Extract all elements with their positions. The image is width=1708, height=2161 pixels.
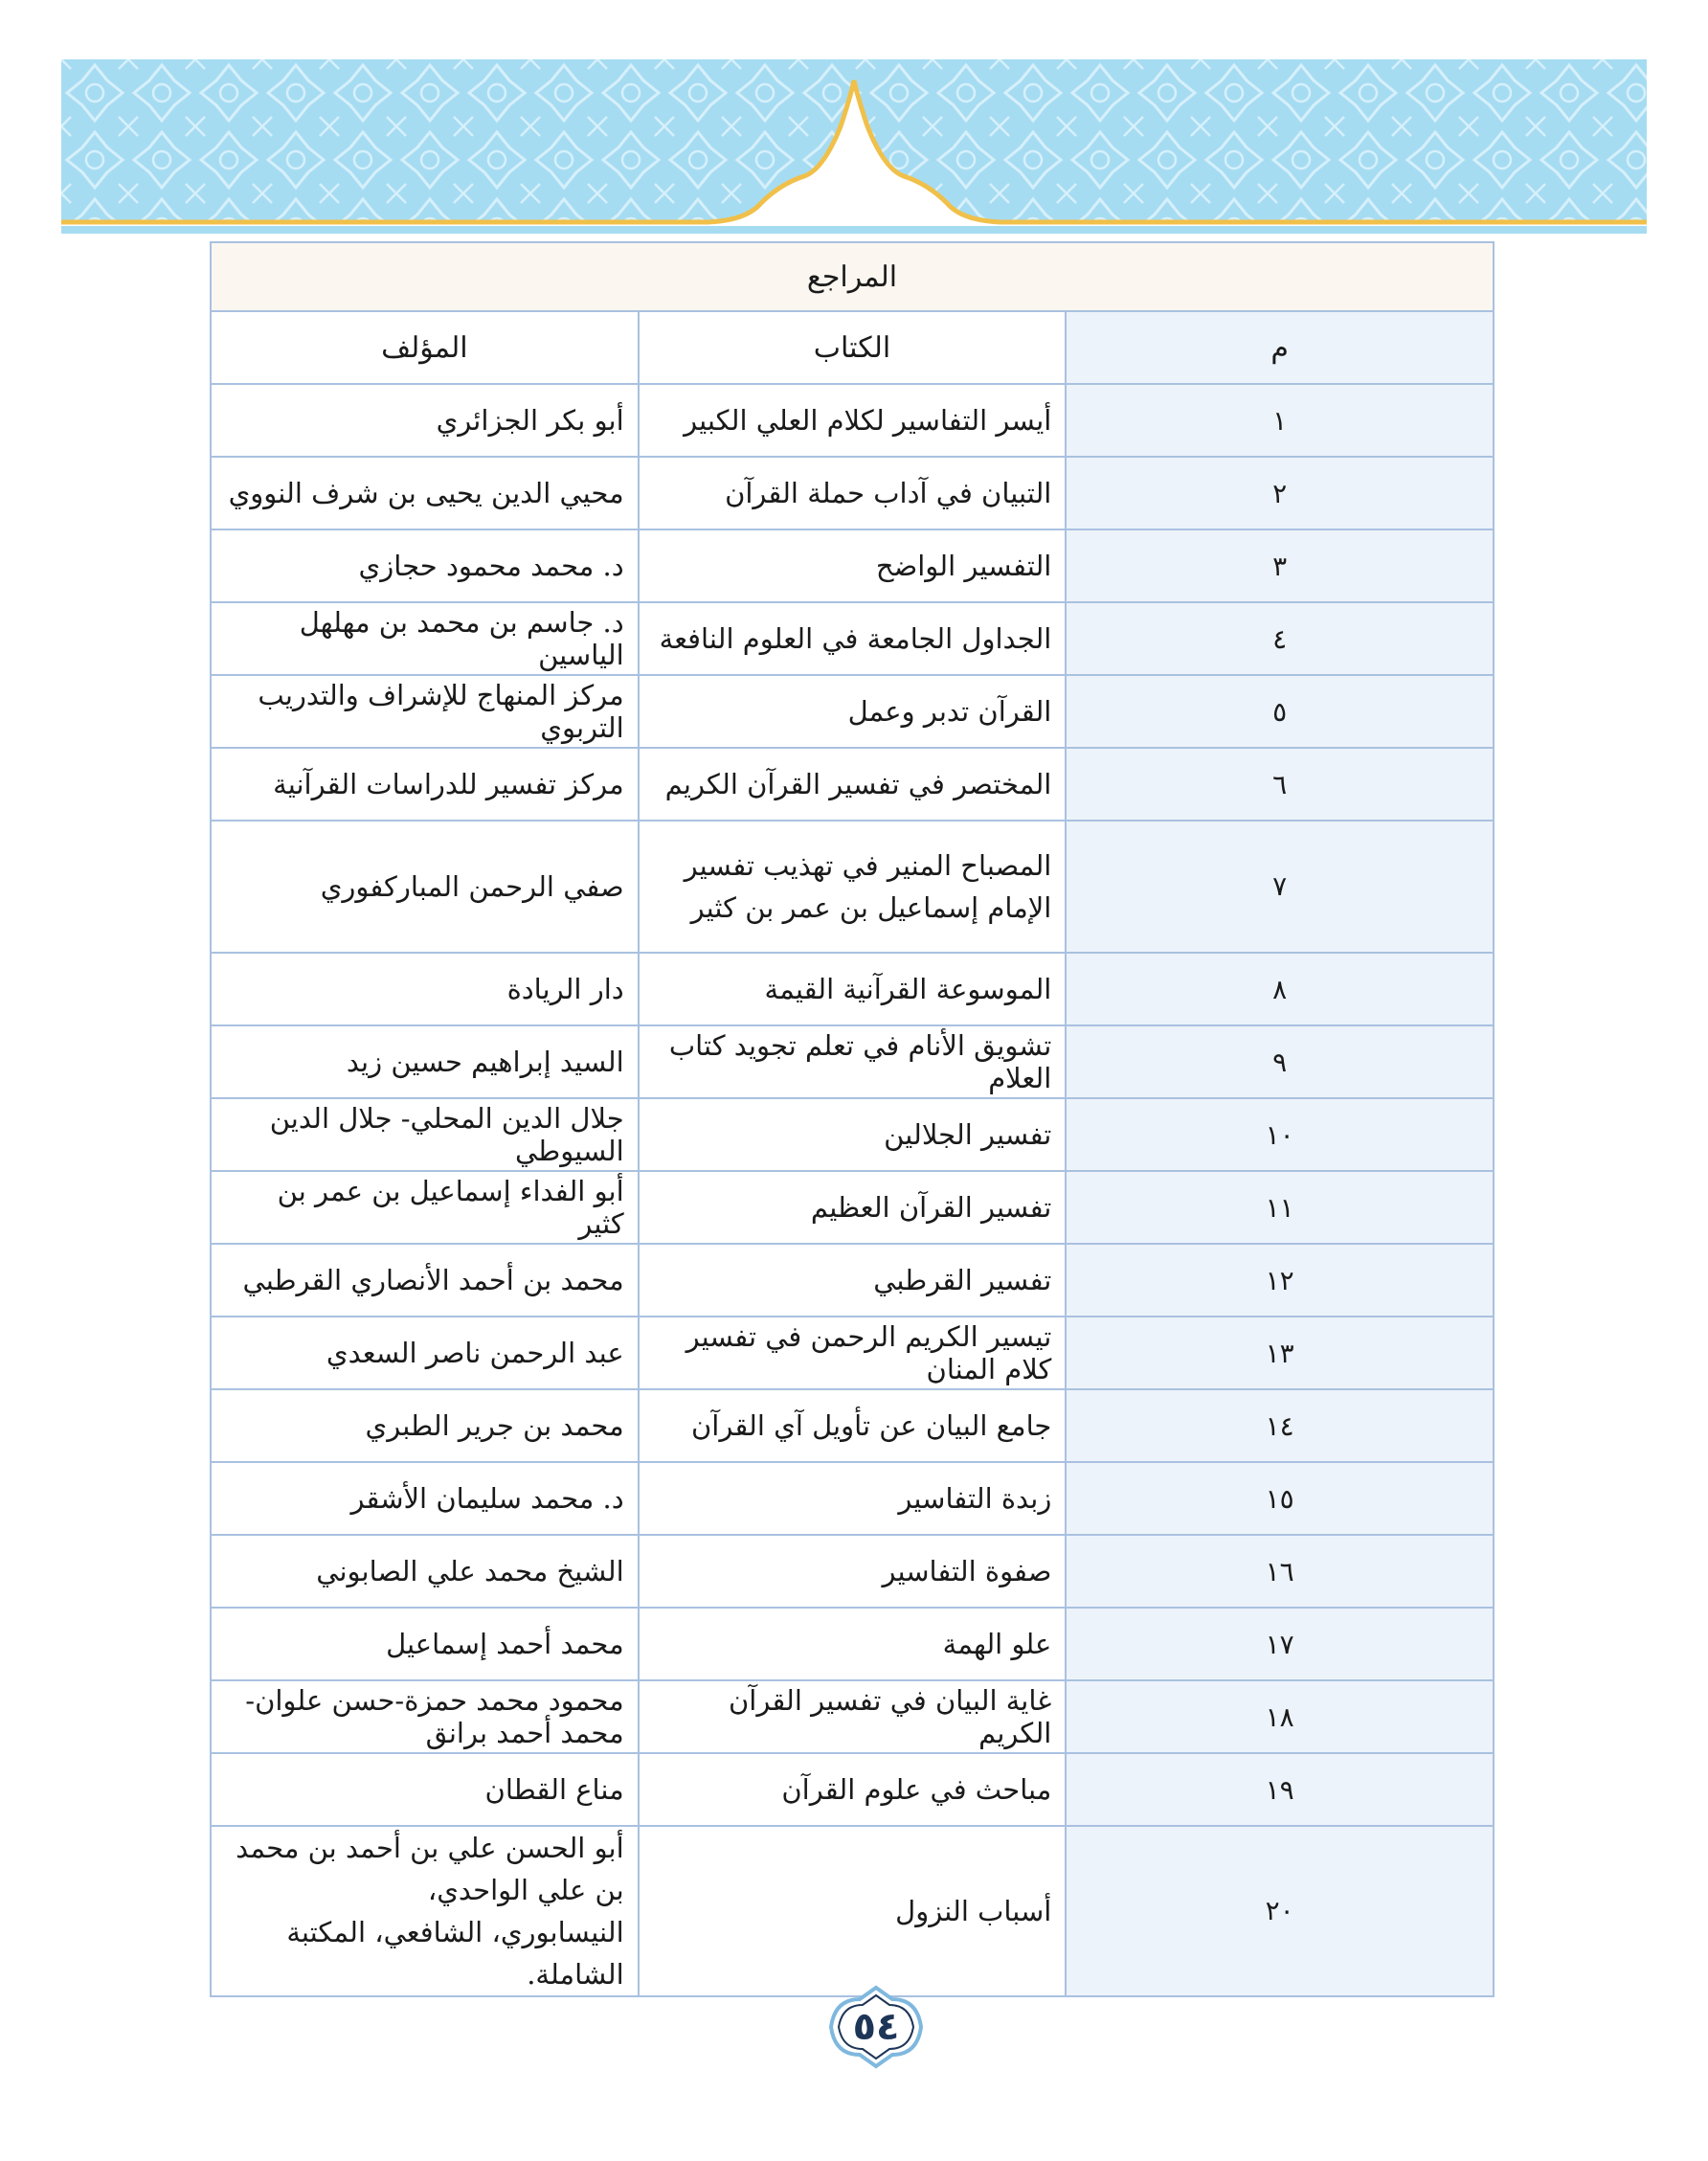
author-name-line: أبو الحسن علي بن أحمد بن محمد بن علي الواحدي، [236, 1832, 624, 1906]
book-title-line: المصباح المنير في تهذيب تفسير [684, 849, 1052, 882]
book-title: الجداول الجامعة في العلوم النافعة [639, 602, 1067, 675]
author-name: مركز تفسير للدراسات القرآنية [211, 748, 639, 821]
row-number: ٢٠ [1066, 1826, 1494, 1996]
author-name-line: النيسابوري، الشافعي، المكتبة الشاملة. [286, 1916, 624, 1991]
book-title: جامع البيان عن تأويل آي القرآن [639, 1389, 1067, 1462]
page-number: ٥٤ [852, 2005, 900, 2049]
table-title: المراجع [211, 242, 1494, 311]
table-row [211, 1171, 1494, 1244]
author-name: محمد أحمد إسماعيل [211, 1608, 639, 1680]
table-row [211, 1462, 1494, 1535]
table-header-row [211, 311, 1494, 384]
row-number: ٣ [1066, 529, 1494, 602]
book-title: تشويق الأنام في تعلم تجويد كتاب العلام [639, 1025, 1067, 1098]
references-table [210, 241, 1494, 1997]
table-row [211, 1389, 1494, 1462]
table-row [211, 953, 1494, 1025]
row-number: ٨ [1066, 953, 1494, 1025]
row-number: ١٢ [1066, 1244, 1494, 1317]
row-number: ١٣ [1066, 1317, 1494, 1389]
row-number: ٧ [1066, 821, 1494, 953]
author-name: مناع القطان [211, 1753, 639, 1826]
table-row [211, 1826, 1494, 1996]
header-banner [61, 59, 1647, 241]
book-title: غاية البيان في تفسير القرآن الكريم [639, 1680, 1067, 1753]
author-name: الشيخ محمد علي الصابوني [211, 1535, 639, 1608]
book-title: التبيان في آداب حملة القرآن [639, 457, 1067, 529]
book-title: علو الهمة [639, 1608, 1067, 1680]
book-title: زبدة التفاسير [639, 1462, 1067, 1535]
table-row [211, 748, 1494, 821]
author-name: محيي الدين يحيى بن شرف النووي [211, 457, 639, 529]
book-title: مباحث في علوم القرآن [639, 1753, 1067, 1826]
book-title: تفسير الجلالين [639, 1098, 1067, 1171]
table-row [211, 1317, 1494, 1389]
author-name: محمد بن أحمد الأنصاري القرطبي [211, 1244, 639, 1317]
column-header-num: م [1066, 311, 1494, 384]
table-row [211, 384, 1494, 457]
author-name: دار الريادة [211, 953, 639, 1025]
book-title: تفسير القرآن العظيم [639, 1171, 1067, 1244]
author-name: أبو بكر الجزائري [211, 384, 639, 457]
row-number: ١١ [1066, 1171, 1494, 1244]
row-number: ١٤ [1066, 1389, 1494, 1462]
author-name: د. جاسم بن محمد بن مهلهل الياسين [211, 602, 639, 675]
table-row [211, 1025, 1494, 1098]
row-number: ١٨ [1066, 1680, 1494, 1753]
author-name: محمود محمد حمزة-حسن علوان- محمد أحمد برانق [211, 1680, 639, 1753]
book-title: التفسير الواضح [639, 529, 1067, 602]
table-row [211, 529, 1494, 602]
book-title [639, 821, 1067, 953]
author-name [211, 1826, 639, 1996]
ornamental-banner-icon [61, 59, 1647, 241]
table-row [211, 821, 1494, 953]
book-title: تيسير الكريم الرحمن في تفسير كلام المنان [639, 1317, 1067, 1389]
column-header-author: المؤلف [211, 311, 639, 384]
book-title: تفسير القرطبي [639, 1244, 1067, 1317]
row-number: ٥ [1066, 675, 1494, 748]
row-number: ٢ [1066, 457, 1494, 529]
author-name: عبد الرحمن ناصر السعدي [211, 1317, 639, 1389]
table-row [211, 1244, 1494, 1317]
page-number-badge [825, 1984, 927, 2070]
author-name: د. محمد محمود حجازي [211, 529, 639, 602]
table-row [211, 1098, 1494, 1171]
book-title: الموسوعة القرآنية القيمة [639, 953, 1067, 1025]
table-row [211, 1608, 1494, 1680]
row-number: ٤ [1066, 602, 1494, 675]
author-name: د. محمد سليمان الأشقر [211, 1462, 639, 1535]
book-title-line: الإمام إسماعيل بن عمر بن كثير [690, 891, 1052, 924]
column-header-book: الكتاب [639, 311, 1067, 384]
row-number: ٦ [1066, 748, 1494, 821]
row-number: ١٠ [1066, 1098, 1494, 1171]
author-name: صفي الرحمن المباركفوري [211, 821, 639, 953]
author-name: جلال الدين المحلي- جلال الدين السيوطي [211, 1098, 639, 1171]
row-number: ١ [1066, 384, 1494, 457]
author-name: محمد بن جرير الطبري [211, 1389, 639, 1462]
book-title: أسباب النزول [639, 1826, 1067, 1996]
author-name: أبو الفداء إسماعيل بن عمر بن كثير [211, 1171, 639, 1244]
table-row [211, 1680, 1494, 1753]
table-row [211, 1753, 1494, 1826]
row-number: ١٩ [1066, 1753, 1494, 1826]
book-title: القرآن تدبر وعمل [639, 675, 1067, 748]
table-row [211, 457, 1494, 529]
book-title: صفوة التفاسير [639, 1535, 1067, 1608]
table-row [211, 602, 1494, 675]
row-number: ٩ [1066, 1025, 1494, 1098]
row-number: ١٦ [1066, 1535, 1494, 1608]
row-number: ١٥ [1066, 1462, 1494, 1535]
table-title-row [211, 242, 1494, 311]
table-row [211, 675, 1494, 748]
author-name: مركز المنهاج للإشراف والتدريب التربوي [211, 675, 639, 748]
author-name: السيد إبراهيم حسين زيد [211, 1025, 639, 1098]
book-title: المختصر في تفسير القرآن الكريم [639, 748, 1067, 821]
table-row [211, 1535, 1494, 1608]
row-number: ١٧ [1066, 1608, 1494, 1680]
book-title: أيسر التفاسير لكلام العلي الكبير [639, 384, 1067, 457]
